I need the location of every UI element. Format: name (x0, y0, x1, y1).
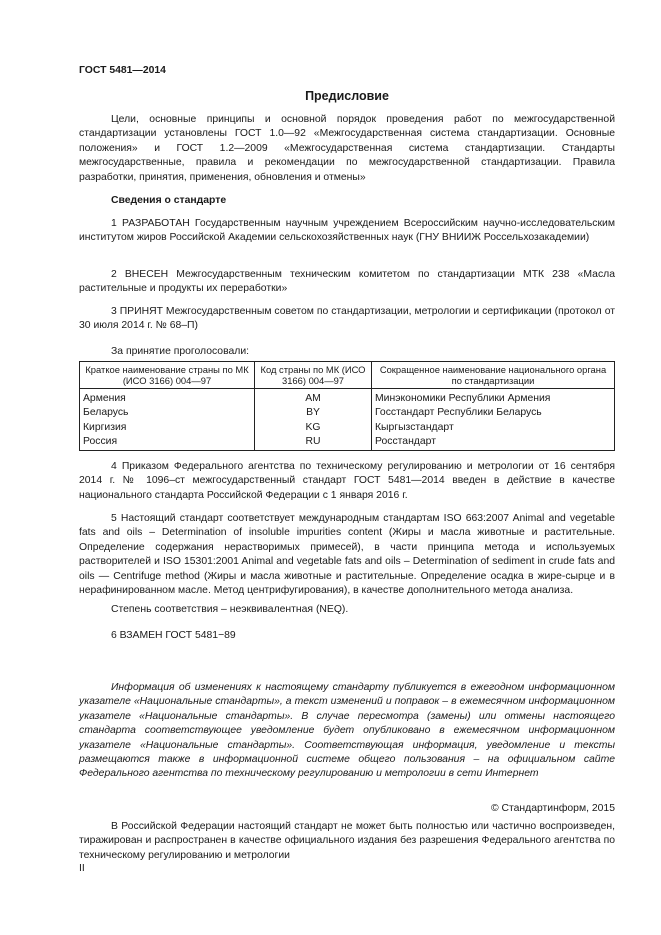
item-conformity (79, 512, 615, 598)
item-order (79, 460, 615, 503)
column-header-country: Краткое наименование страны по МК (ИСО 3166) 004—97 (80, 362, 255, 389)
body-cell: Росстандарт (372, 435, 615, 451)
code-cell: BY (255, 406, 372, 421)
page-title: Предисловие (305, 89, 389, 103)
country-cell: Беларусь (80, 406, 255, 421)
country-cell: Киргизия (80, 420, 255, 435)
equivalence-line: Степень соответствия – неэквивалентная (NEQ). (111, 604, 349, 615)
item-conformity-text: 5 Настоящий стандарт соответствует международным стандартам ISO 663:2007 Animal and vegetable fats and oils – Determination of insoluble impurities content (Жиры и масла животные и растительные. Определение содержания нерастворимых примесей), в части принципа метода и используемых растворителей и ISO 15301:2001 Animal and vegetable fats and oils – Determination of sediment in crude fats and oils — Centrifuge method (Жиры и масла животные и растительные. Определение осадка в жире-сырце и в нерафинированном масле. Метод центрифугирования), в качестве дополнительного метода анализа. (79, 513, 615, 597)
item-adopted (79, 305, 615, 334)
country-cell: Армения (80, 389, 255, 406)
reproduction-notice-text: В Российской Федерации настоящий стандарт не может быть полностью или частично воспроизведен, тиражирован и распространен в качестве официального издания без разрешения Федерального агентства по техническому регулированию и метрологии (79, 821, 615, 861)
item-replaces: 6 ВЗАМЕН ГОСТ 5481−89 (111, 630, 236, 641)
intro-paragraph (79, 113, 615, 185)
body-cell: Минэкономики Республики Армения (372, 389, 615, 406)
info-notice-text: Информация об изменениях к настоящему стандарту публикуется в ежегодном информационном указателе «Национальные стандарты», а текст изменений и поправок – в ежемесячном информационном указателе «Национальные стандарты». В случае пересмотра (замены) или отмены настоящего стандарта соответствующее уведомление будет опубликовано в ежемесячном информационном указателе «Национальные стандарты». Соответствующая информация, уведомление и тексты размещаются также в информационной системе общего пользования – на официальном сайте Федерального агентства по техническому регулированию и метрологии в сети Интернет (79, 682, 615, 780)
table-row (80, 406, 615, 421)
info-notice (79, 681, 615, 782)
item-developed-text: 1 РАЗРАБОТАН Государственным научным учреждением Всероссийским научно-исследовательским институтом жиров Российской Академии сельскохозяйственных наук (ГНУ ВНИИЖ Россельхозакадемии) (79, 218, 615, 244)
column-header-code: Код страны по МК (ИСО 3166) 004—97 (255, 362, 372, 389)
item-introduced-text: 2 ВНЕСЕН Межгосударственным техническим комитетом по стандартизации МТК 238 «Масла растительные и продукты их переработки» (79, 269, 615, 295)
table-header-row (80, 362, 615, 389)
reproduction-notice (79, 820, 615, 863)
section-heading: Сведения о стандарте (111, 195, 227, 206)
votes-table (79, 361, 615, 451)
body-cell: Госстандарт Республики Беларусь (372, 406, 615, 421)
voted-label: За принятие проголосовали: (111, 346, 250, 357)
code-cell: KG (255, 420, 372, 435)
item-developed (79, 217, 615, 246)
copyright-line: © Стандартинформ, 2015 (490, 803, 615, 814)
body-cell: Кыргызстандарт (372, 420, 615, 435)
page-number: II (79, 863, 85, 874)
table-row (80, 420, 615, 435)
item-introduced (79, 268, 615, 297)
intro-text: Цели, основные принципы и основной порядок проведения работ по межгосударственной стандартизации установлены ГОСТ 1.0—92 «Межгосударственная система стандартизации. Основные положения» и ГОСТ 1.2—2009 «Межгосударственная система стандартизации. Стандарты межгосударственные, правила и рекомендации по межгосударственной стандартизации. Правила разработки, принятия, применения, обновления и отмены» (79, 114, 615, 183)
document-id-header: ГОСТ 5481—2014 (79, 65, 166, 76)
code-cell: AM (255, 389, 372, 406)
country-cell: Россия (80, 435, 255, 451)
document-page (79, 0, 615, 935)
code-cell: RU (255, 435, 372, 451)
column-header-body: Сокращенное наименование национального органа по стандартизации (372, 362, 615, 389)
table-row (80, 389, 615, 406)
item-adopted-text: 3 ПРИНЯТ Межгосударственным советом по стандартизации, метрологии и сертификации (протокол от 30 июля 2014 г. № 68–П) (79, 306, 615, 332)
table-row (80, 435, 615, 451)
item-order-text: 4 Приказом Федерального агентства по техническому регулированию и метрологии от 16 сентября 2014 г. № 1096–ст межгосударственный стандарт ГОСТ 5481—2014 введен в действие в качестве национального стандарта Российской Федерации с 1 января 2016 г. (79, 461, 615, 501)
